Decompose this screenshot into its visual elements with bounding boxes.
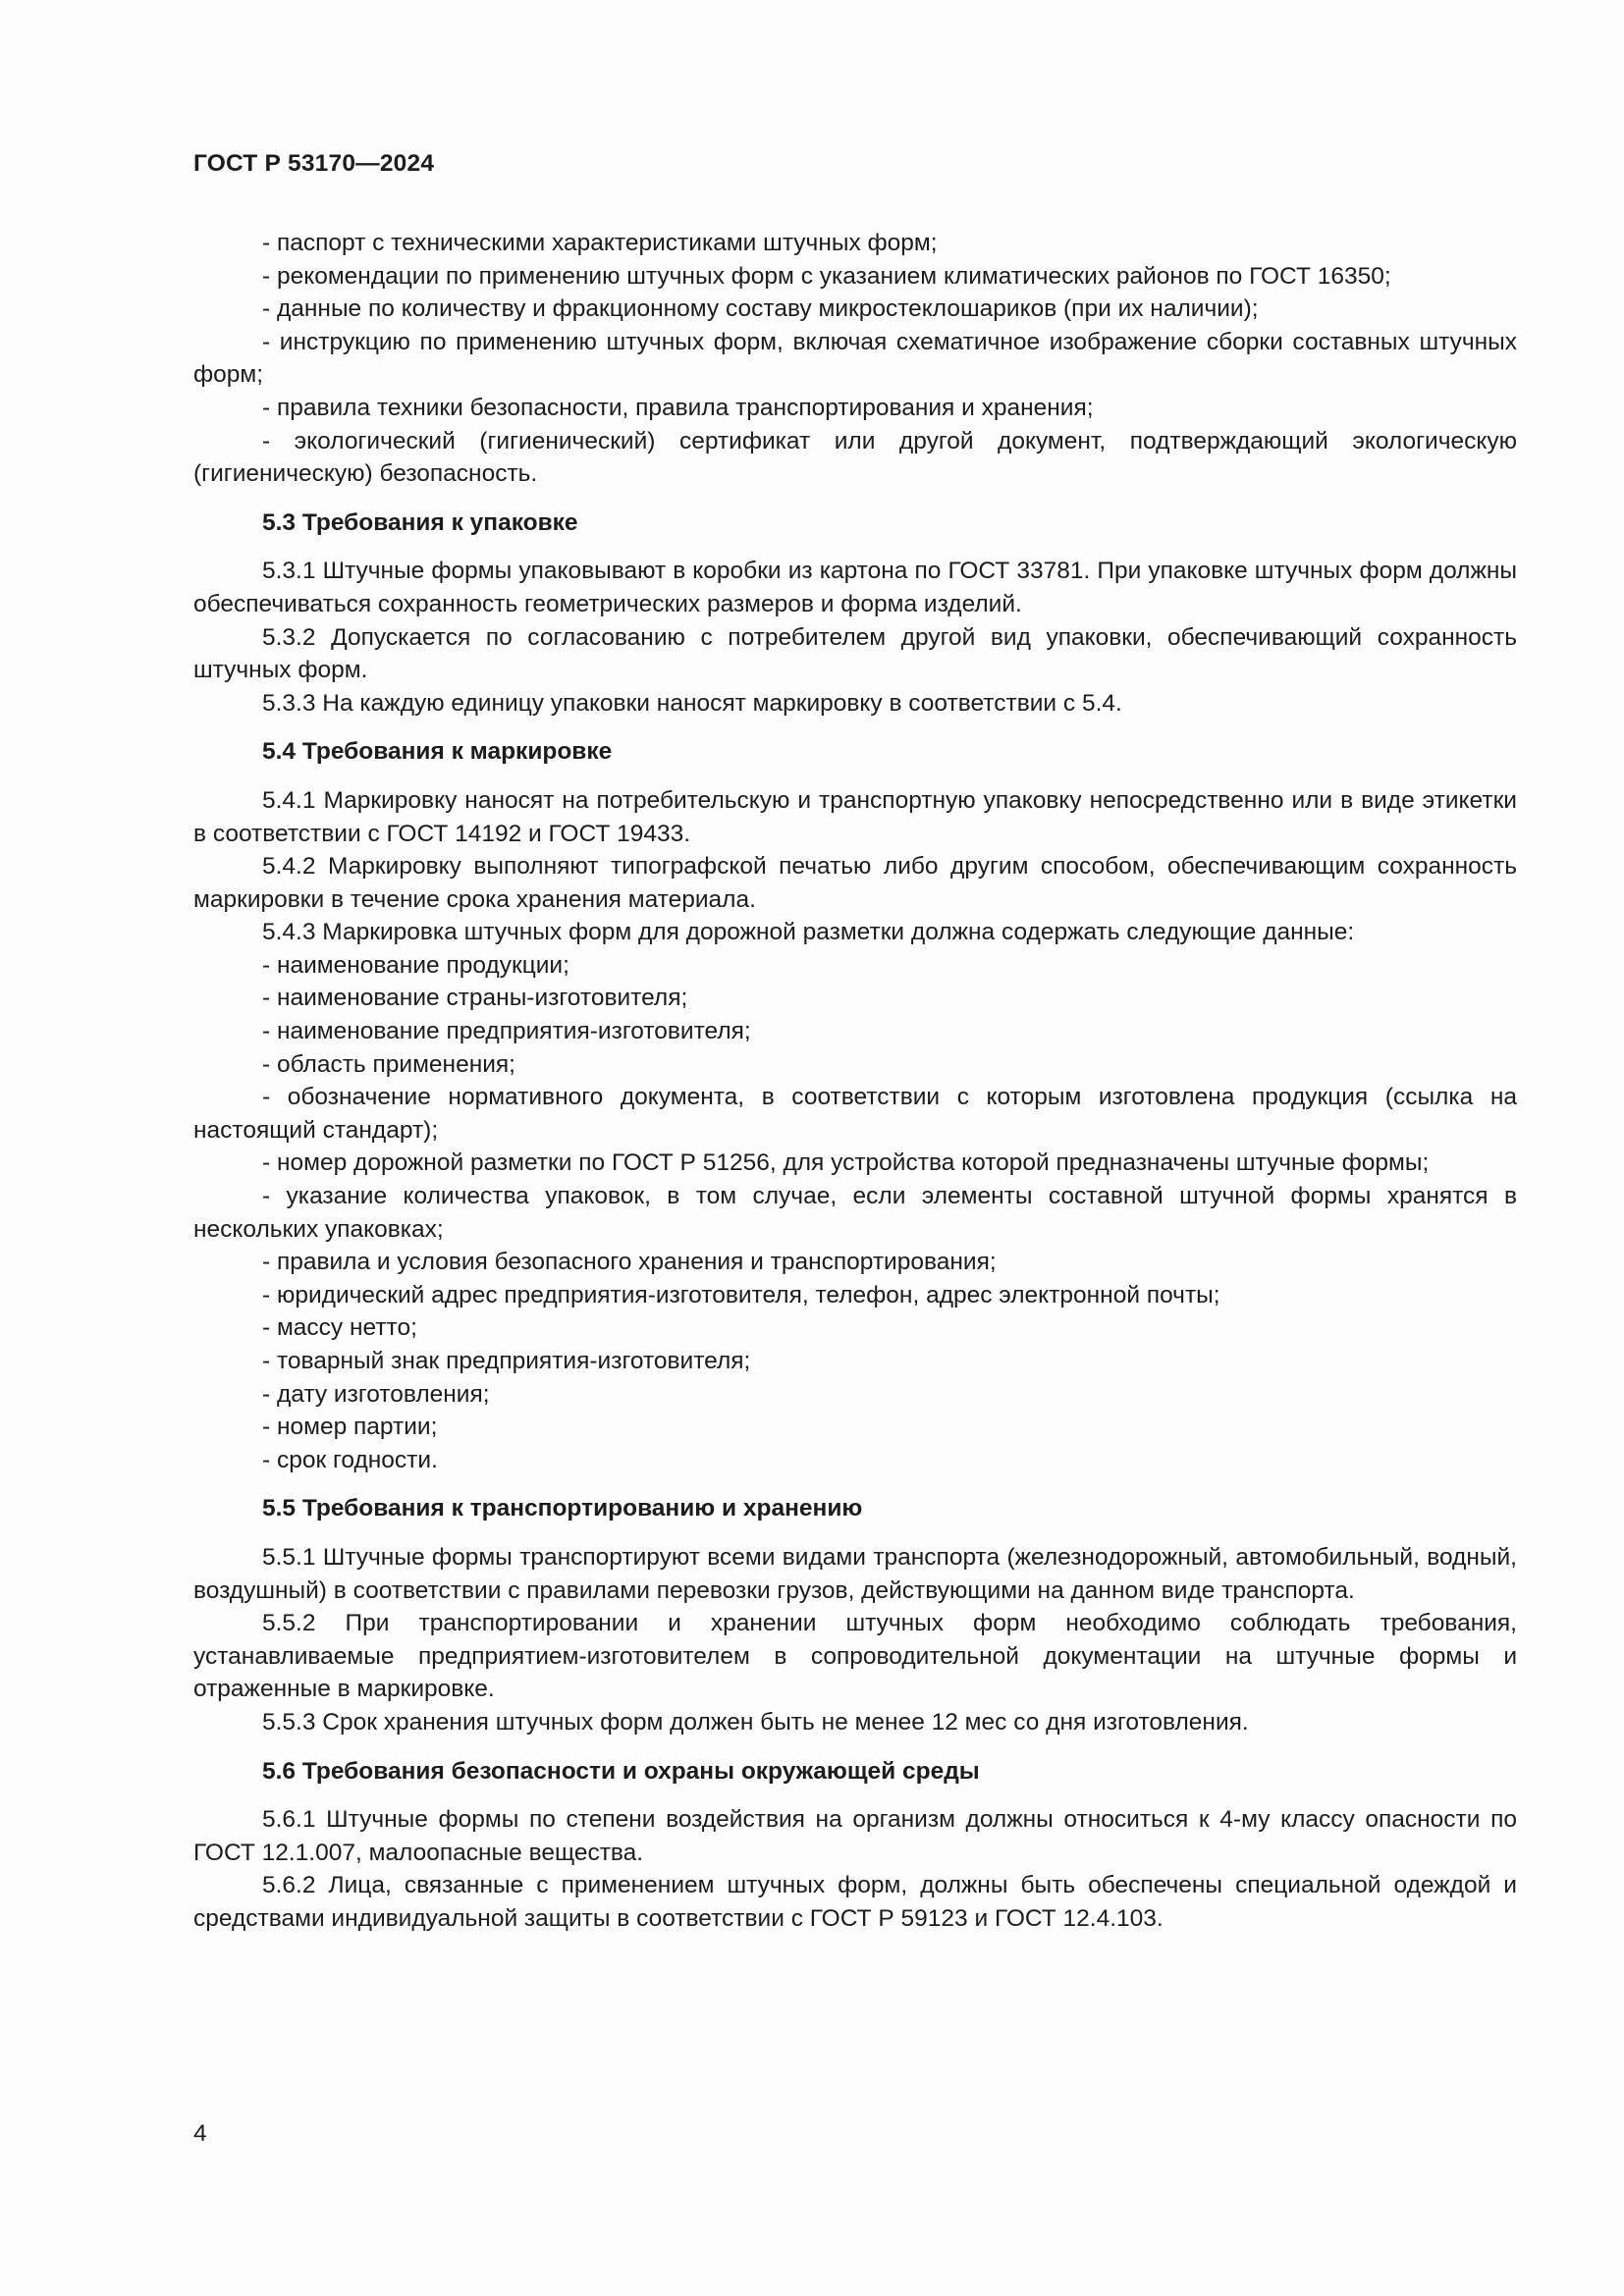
list-item: - товарный знак предприятия-изготовителя;	[262, 1348, 751, 1374]
list-item: - область применения;	[262, 1050, 515, 1078]
list-item: - срок годности.	[262, 1446, 438, 1473]
section-heading-5-4: 5.4 Требования к маркировке	[262, 738, 613, 766]
list-item: - правила техники безопасности, правила транспортирования и хранения;	[262, 394, 1094, 421]
list-item: - правила и условия безопасного хранения и транспортирования;	[262, 1249, 997, 1276]
list-item: - дату изготовления;	[262, 1380, 490, 1408]
list-item: - данные по количеству и фракционному составу микростеклошариков (при их наличии);	[262, 295, 1259, 323]
paragraph-5-3-2: 5.3.2 Допускается по согласованию с потребителем другой вид упаковки, обеспечивающий сохранность штучных форм.	[193, 623, 1517, 684]
document-body	[193, 227, 1517, 1936]
list-item: - наименование предприятия-изготовителя;	[262, 1018, 751, 1045]
list-item: - номер партии;	[262, 1414, 438, 1441]
list-item: - обозначение нормативного документа, в соответствии с которым изготовлена продукция (ссылка на настоящий стандарт);	[193, 1084, 1517, 1144]
paragraph-5-4-3: 5.4.3 Маркировка штучных форм для дорожной разметки должна содержать следующие данные:	[262, 919, 1355, 946]
list-item: - рекомендации по применению штучных форм с указанием климатических районов по ГОСТ 16350;	[262, 262, 1391, 290]
paragraph-5-6-2: 5.6.2 Лица, связанные с применением штучных форм, должны быть обеспечены специальной одеждой и средствами индивидуальной защиты в соответствии с ГОСТ Р 59123 и ГОСТ 12.4.103.	[193, 1872, 1517, 1932]
paragraph-5-6-1: 5.6.1 Штучные формы по степени воздействия на организм должны относиться к 4-му классу опасности по ГОСТ 12.1.007, малоопасные вещества.	[193, 1806, 1517, 1866]
document-header: ГОСТ Р 53170—2024	[193, 150, 435, 177]
list-item: - паспорт с техническими характеристиками штучных форм;	[262, 230, 938, 256]
paragraph-5-3-3: 5.3.3 На каждую единицу упаковки наносят маркировку в соответствии с 5.4.	[262, 689, 1122, 717]
list-item: - юридический адрес предприятия-изготовителя, телефон, адрес электронной почты;	[262, 1281, 1220, 1308]
paragraph-5-4-1: 5.4.1 Маркировку наносят на потребительскую и транспортную упаковку непосредственно или в виде этикетки в соответствии с ГОСТ 14192 и ГОСТ 19433.	[193, 786, 1517, 847]
list-item: - массу нетто;	[262, 1314, 417, 1342]
list-item: - наименование продукции;	[262, 951, 569, 979]
paragraph-5-5-2: 5.5.2 При транспортировании и хранении штучных форм необходимо соблюдать требования, устанавливаемые предприятием-изготовителем в сопроводительной документации на штучные формы и отраженные в маркировке.	[193, 1610, 1517, 1703]
page-number: 4	[193, 2120, 207, 2147]
paragraph-5-5-1: 5.5.1 Штучные формы транспортируют всеми видами транспорта (железнодорожный, автомобильный, водный, воздушный) в соответствии с правилами перевозки грузов, действующими на данном виде транспорта.	[193, 1543, 1517, 1604]
section-heading-5-3: 5.3 Требования к упаковке	[262, 508, 578, 536]
list-item: - номер дорожной разметки по ГОСТ Р 51256, для устройства которой предназначены штучные формы;	[262, 1149, 1430, 1177]
paragraph-5-3-1: 5.3.1 Штучные формы упаковывают в коробки из картона по ГОСТ 33781. При упаковке штучных форм должны обеспечиваться сохранность геометрических размеров и форма изделий.	[193, 558, 1517, 617]
list-item: - наименование страны-изготовителя;	[262, 985, 688, 1012]
list-item: - инструкцию по применению штучных форм, включая схематичное изображение сборки составных штучных форм;	[193, 328, 1517, 389]
list-item: - экологический (гигиенический) сертификат или другой документ, подтверждающий экологическую (гигиеническую) безопасность.	[193, 427, 1517, 488]
section-heading-5-6: 5.6 Требования безопасности и охраны окружающей среды	[262, 1757, 980, 1785]
paragraph-5-5-3: 5.5.3 Срок хранения штучных форм должен быть не менее 12 мес со дня изготовления.	[262, 1708, 1249, 1735]
list-item: - указание количества упаковок, в том случае, если элементы составной штучной формы хранятся в нескольких упаковках;	[193, 1183, 1517, 1243]
paragraph-5-4-2: 5.4.2 Маркировку выполняют типографской печатью либо другим способом, обеспечивающим сохранность маркировки в течение срока хранения материала.	[193, 853, 1517, 913]
section-heading-5-5: 5.5 Требования к транспортированию и хранению	[262, 1495, 863, 1522]
